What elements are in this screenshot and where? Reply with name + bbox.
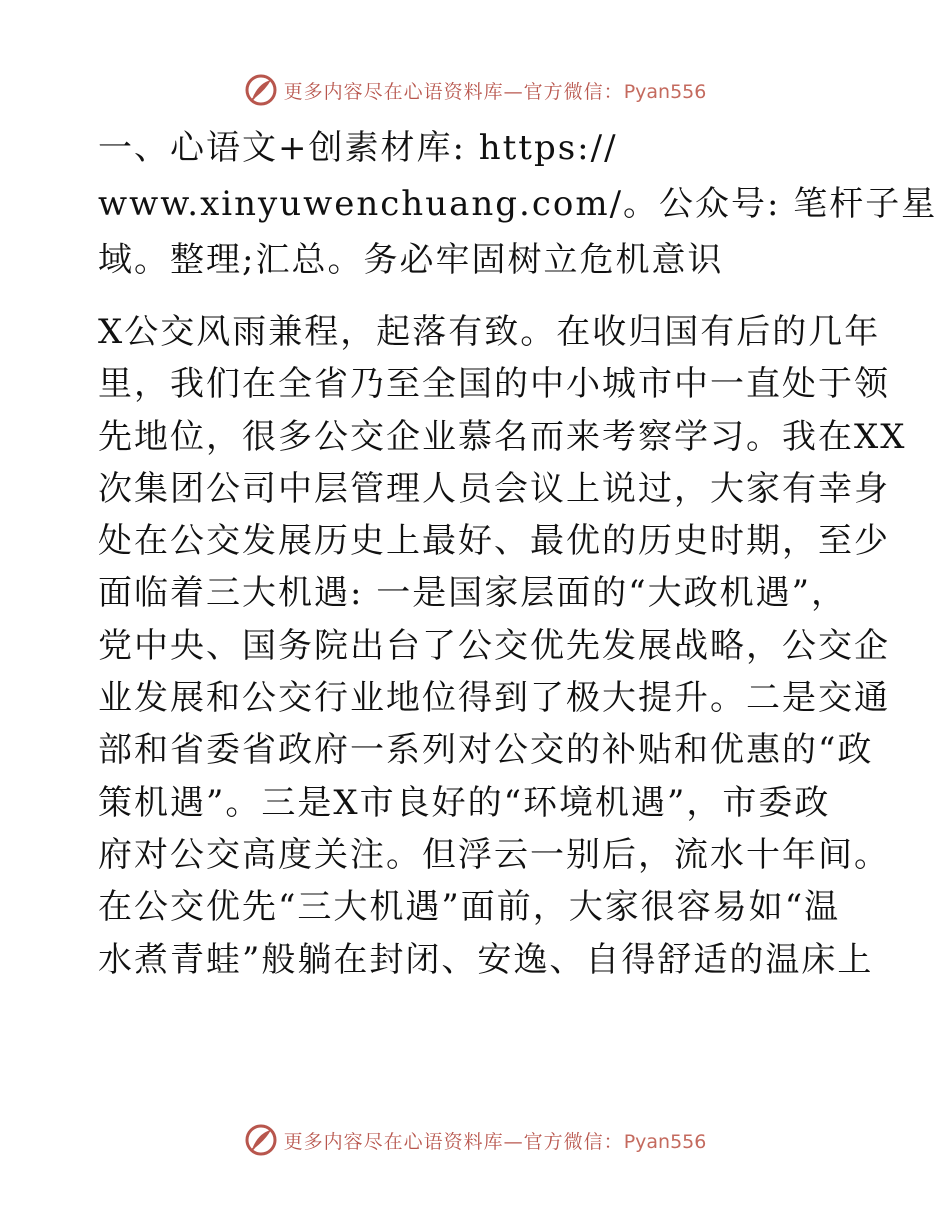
- body-line: 面临着三大机遇: 一是国家层面的“大政机遇”，: [98, 573, 848, 614]
- body-line: 次集团公司中层管理人员会议上说过，大家有幸身: [98, 468, 890, 509]
- banner-wechat-label: 官方微信：: [523, 80, 624, 103]
- heading-line: www.xinyuwenchuang.com/。公众号: 笔杆子星: [98, 184, 938, 224]
- banner-slogan: 更多内容尽在心语资料库: [283, 80, 504, 103]
- body-paragraph: [98, 306, 907, 986]
- body-line: 处在公交发展历史上最好、最优的历史时期，至少: [98, 521, 890, 562]
- banner-text: [284, 77, 707, 104]
- body-line: 部和省委省政府一系列对公交的补贴和优惠的“政: [98, 730, 874, 771]
- banner-wechat-id: Pyan556: [623, 80, 707, 103]
- body-line: X公交风雨兼程，起落有致。在收归国有后的几年: [98, 312, 881, 352]
- quill-logo-icon: [244, 73, 278, 107]
- heading-line: 域。整理;汇总。务必牢固树立危机意识: [98, 240, 724, 280]
- heading-line: 一、心语文+创素材库: https://: [98, 128, 618, 168]
- banner-wechat-id: Pyan556: [623, 1130, 707, 1153]
- body-line: 水煮青蛙”般躺在封闭、安逸、自得舒适的温床上: [98, 939, 874, 980]
- banner-dash: —: [503, 80, 524, 103]
- body-line: 策机遇”。三是X市良好的“环境机遇”，市委政: [98, 782, 831, 823]
- footer-watermark: [0, 1120, 950, 1160]
- body-line: 党中央、国务院出台了公交优先发展战略，公交企: [98, 625, 890, 666]
- banner-wechat-label: 官方微信：: [523, 1130, 624, 1153]
- body-line: 在公交优先“三大机遇”面前，大家很容易如“温: [98, 887, 841, 928]
- body-line: 里，我们在全省乃至全国的中小城市中一直处于领: [98, 364, 890, 405]
- body-line: 府对公交高度关注。但浮云一别后，流水十年间。: [98, 834, 890, 875]
- header-watermark: [0, 70, 950, 110]
- body-line: 先地位，很多公交企业慕名而来考察学习。我在XX: [98, 416, 907, 457]
- heading-paragraph: [98, 120, 938, 288]
- quill-logo-icon: [244, 1123, 278, 1157]
- body-line: 业发展和公交行业地位得到了极大提升。二是交通: [98, 678, 890, 719]
- banner-dash: —: [503, 1130, 524, 1153]
- banner-slogan: 更多内容尽在心语资料库: [283, 1130, 504, 1153]
- banner-text: [284, 1127, 707, 1154]
